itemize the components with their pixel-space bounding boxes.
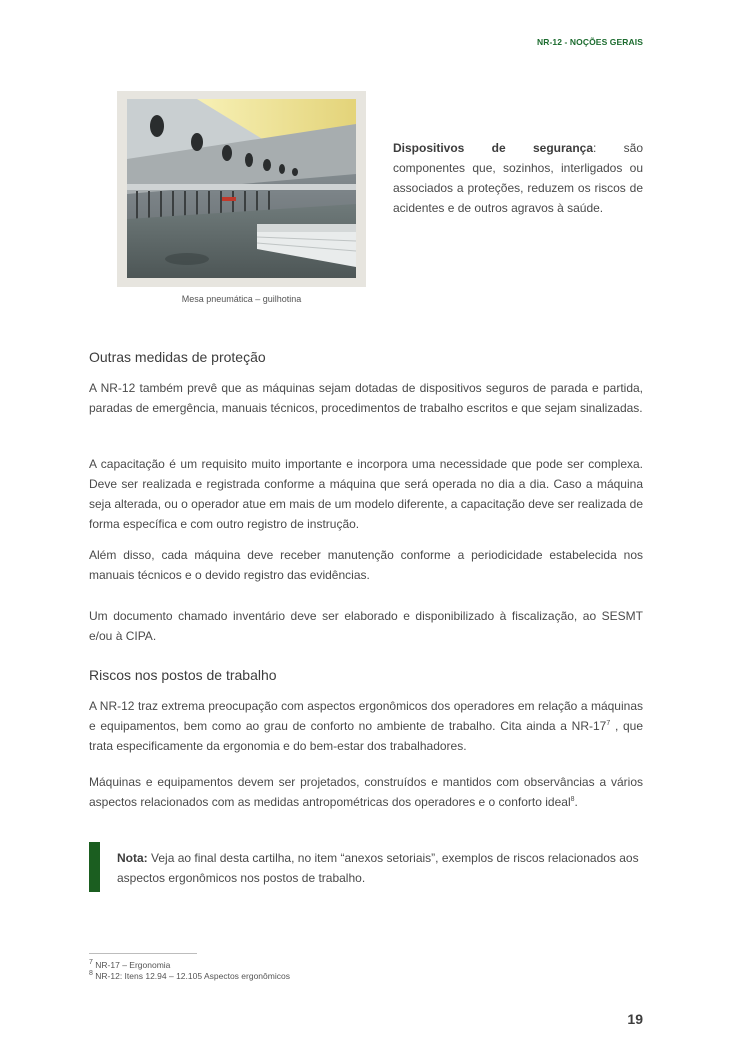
footnote-number: 8 — [89, 970, 93, 978]
definition-body: : são componentes que, sozinhos, interligados ou associados a proteções, reduzem os riscos de acidentes e de outros agravos à saúde. — [393, 141, 643, 215]
safety-devices-definition — [393, 138, 643, 218]
footnote — [89, 960, 170, 971]
figure-caption: Mesa pneumática – guilhotina — [181, 294, 302, 304]
footnote-ref: 7 — [606, 720, 611, 727]
paragraph — [89, 772, 643, 812]
definition-term: Dispositivos de segurança — [393, 141, 593, 155]
note-text: Veja ao final desta cartilha, no item “anexos setoriais”, exemplos de riscos relacionados aos aspectos ergonômicos nos postos de trabalho. — [117, 851, 639, 885]
paragraph-text: A NR-12 traz extrema preocupação com aspectos ergonômicos dos operadores em relação a máquinas e equipamentos, bem como ao grau de conforto no ambiente de trabalho. Cita ainda a NR-17 — [89, 699, 643, 733]
footnote-text: NR-12: Itens 12.94 – 12.105 Aspectos ergonômicos — [92, 971, 290, 981]
paragraph: A capacitação é um requisito muito importante e incorpora uma necessidade que pode ser complexa. Deve ser realizada e registrada conforme a máquina que será operada no dia a dia. Caso a máquina seja alterada, ou o operador atue em mais de um modelo diferente, a capacitação deve ser realizada de forma específica e com outro registro de instrução. — [89, 457, 643, 531]
running-header: NR-12 - NOÇÕES GERAIS — [536, 37, 643, 47]
footnote-ref: 8 — [570, 796, 575, 803]
footnote — [89, 971, 290, 982]
paragraph: Além disso, cada máquina deve receber manutenção conforme a periodicidade estabelecida nos manuais técnicos e o devido registro das evidências. — [89, 548, 643, 582]
section-heading-other-measures: Outras medidas de proteção — [89, 349, 266, 365]
footnote-text: NR-17 – Ergonomia — [92, 960, 171, 970]
paragraph: A NR-12 também prevê que as máquinas sejam dotadas de dispositivos seguros de parada e partida, paradas de emergência, manuais técnicos, procedimentos de trabalho escritos e que sejam sinalizadas. — [89, 381, 643, 415]
paragraph-text: Máquinas e equipamentos devem ser projetados, construídos e mantidos com observâncias a vários aspectos relacionados com as medidas antropométricas dos operadores e o conforto ideal — [89, 775, 643, 809]
guillotine-photo — [127, 99, 356, 278]
page-number: 19 — [627, 1011, 643, 1027]
note-box — [117, 848, 643, 888]
paragraph-text: , que trata especificamente da ergonomia e do bem-estar dos trabalhadores. — [89, 719, 643, 753]
paragraph: Um documento chamado inventário deve ser elaborado e disponibilizado à fiscalização, ao SESMT e/ou à CIPA. — [89, 609, 643, 643]
section-heading-workplace-risks: Riscos nos postos de trabalho — [89, 667, 277, 683]
note-label: Nota: — [117, 851, 148, 865]
paragraph-text: . — [574, 795, 578, 809]
footnote-divider — [89, 953, 197, 954]
photo-frame — [117, 91, 366, 287]
note-accent-bar — [89, 842, 100, 892]
footnote-number: 7 — [89, 959, 93, 967]
paragraph — [89, 696, 643, 756]
